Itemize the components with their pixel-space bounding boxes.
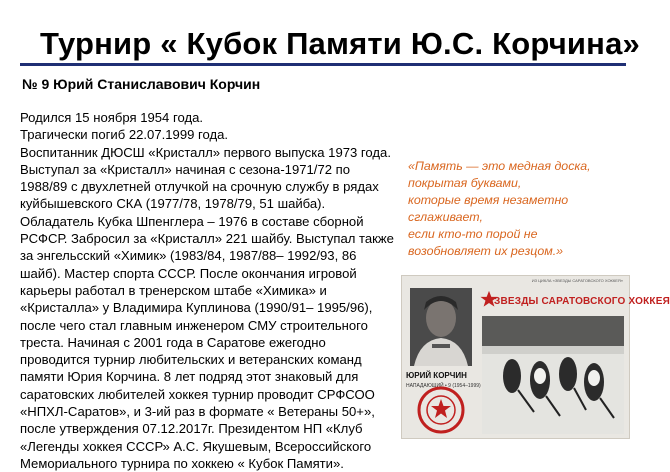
title-underline — [20, 63, 626, 66]
bio-line: после чего стал главным инженером СМУ строительного — [20, 317, 368, 333]
quote-line: возобновляет их резцом.» — [408, 244, 564, 258]
bio-line: Родился 15 ноября 1954 года. — [20, 110, 203, 125]
bio-line: «НПХЛ-Саратов», и 3-ий раз в формате « Ветераны 50+», — [20, 404, 375, 420]
bio-line: за энгельсский «Химик» (1983/84, 1987/88– 1992/93, 86 — [20, 248, 357, 264]
bio-line: Мемориального турнира по хоккею « Кубок Памяти». — [20, 455, 344, 471]
club-emblem-stamp — [414, 386, 468, 434]
page-title: Турнир « Кубок Памяти Ю.С. Корчина» — [40, 26, 640, 61]
bio-line: РСФСР. Забросил за «Кристалл» 221 шайбу. Выступал также — [20, 231, 394, 247]
bio-line: Воспитанник ДЮСШ «Кристалл» первого выпуска 1973 года. — [20, 144, 391, 160]
quote-line: покрытая буквами, — [408, 176, 522, 190]
hockey-action-photo — [482, 316, 624, 434]
quote-line: «Память — это медная доска, — [408, 159, 591, 173]
bio-line: саратовских любителей хоккея турнир проводит СРФСОО — [20, 386, 375, 402]
bio-line: Выступал за «Кристалл» начиная с сезона-1971/72 по — [20, 161, 351, 177]
bio-line: Обладатель Кубка Шпенглера – 1976 в составе сборной — [20, 213, 364, 229]
bio-line: карьеры работал в тренерском штабе «Химика» и — [20, 282, 327, 298]
poster-player-role: НАПАДАЮЩИЙ • 9 (1954–1999) — [406, 383, 481, 389]
player-heading: № 9 Юрий Станиславович Корчин — [22, 76, 261, 92]
bio-line: «Кристалла» у Владимира Куплинова (1990/91– 1995/96), — [20, 300, 373, 316]
bio-line: после утверждения 07.12.2017г. Президентом НП «Клуб — [20, 421, 363, 437]
poster-title: ЗВЕЗДЫ САРАТОВСКОГО ХОККЕЯ — [494, 296, 670, 307]
poster-player-name: ЮРИЙ КОРЧИН — [406, 371, 467, 380]
player-portrait-photo — [410, 288, 472, 366]
bio-line: памяти Юрия Корчина. 8 лет подряд этот знаковый для — [20, 369, 359, 385]
quote-line: сглаживает, — [408, 210, 483, 224]
bio-line: Трагически погиб 22.07.1999 года. — [20, 127, 229, 143]
bio-line: треста. Начиная с 2001 года в Саратове ежегодно — [20, 334, 326, 350]
biography-text — [20, 109, 398, 472]
bio-line: проводится турнир любительских и ветеранских команд — [20, 352, 362, 368]
memorial-poster — [401, 275, 670, 439]
bio-line: куйбышевского СКА (1977/78, 1978/79, 51 шайба). — [20, 196, 326, 212]
red-star-icon — [480, 290, 498, 308]
memorial-quote — [408, 158, 648, 260]
bio-line: шайб). Мастер спорта СССР. После окончания игровой — [20, 265, 357, 281]
quote-line: если кто-то порой не — [408, 227, 538, 241]
quote-line: которые время незаметно — [408, 193, 569, 207]
bio-line: 1988/89 с двухлетней отлучкой на срочную службу в рядах — [20, 179, 379, 195]
bio-line: «Легенды хоккея СССР» А.С. Якушевым, Всероссийского — [20, 438, 372, 454]
poster-series-caption: ИЗ ЦИКЛА «ЗВЕЗДЫ САРАТОВСКОГО ХОККЕЯ» — [531, 278, 623, 283]
